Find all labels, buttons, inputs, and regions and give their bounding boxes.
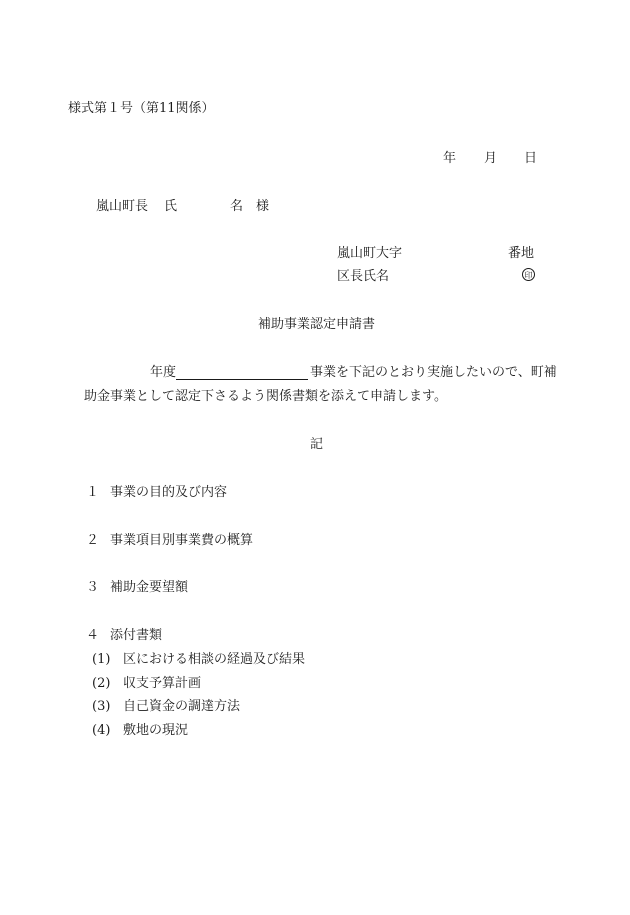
date-month-label: 月	[484, 151, 498, 166]
project-name-blank-line	[176, 379, 308, 380]
item-4-number: ４	[86, 628, 100, 643]
seal-mark: 印	[522, 268, 535, 281]
item-3-number: ３	[86, 580, 100, 595]
document-title: 補助事業認定申請書	[258, 317, 376, 332]
attachment-2-number: (2)	[92, 676, 111, 691]
form-number: 様式第１号（第11関係）	[68, 101, 215, 116]
item-2-number: ２	[86, 533, 100, 548]
attachment-1-label: 区における相談の経過及び結果	[123, 652, 306, 667]
addressee-sama: 様	[256, 199, 270, 214]
addressee-mei: 名	[230, 199, 244, 214]
attachment-2-label: 収支予算計画	[123, 676, 202, 691]
item-2-label: 事業項目別事業費の概算	[110, 533, 254, 548]
item-3-label: 補助金要望額	[110, 580, 189, 595]
body-line-2: 助金事業として認定下さるよう関係書類を添えて申請します。	[84, 389, 447, 404]
addressee-shi: 氏	[164, 199, 178, 214]
applicant-address-label: 嵐山町大字	[337, 246, 403, 261]
body-fiscal-year-label: 年度	[150, 365, 177, 380]
item-4-label: 添付書類	[110, 628, 163, 643]
attachment-4-label: 敷地の現況	[123, 723, 189, 738]
applicant-name-label: 区長氏名	[337, 269, 390, 284]
attachment-3-label: 自己資金の調達方法	[123, 699, 241, 714]
body-line-1: 事業を下記のとおり実施したいので、町補	[310, 365, 557, 380]
attachment-3-number: (3)	[92, 699, 111, 714]
date-day-label: 日	[524, 151, 538, 166]
attachment-1-number: (1)	[92, 652, 111, 667]
applicant-banchi-label: 番地	[508, 246, 535, 261]
addressee-town-mayor: 嵐山町長	[96, 199, 149, 214]
item-1-label: 事業の目的及び内容	[110, 485, 228, 500]
date-year-label: 年	[443, 151, 457, 166]
ki-label: 記	[310, 437, 324, 452]
item-1-number: １	[86, 485, 100, 500]
attachment-4-number: (4)	[92, 723, 111, 738]
